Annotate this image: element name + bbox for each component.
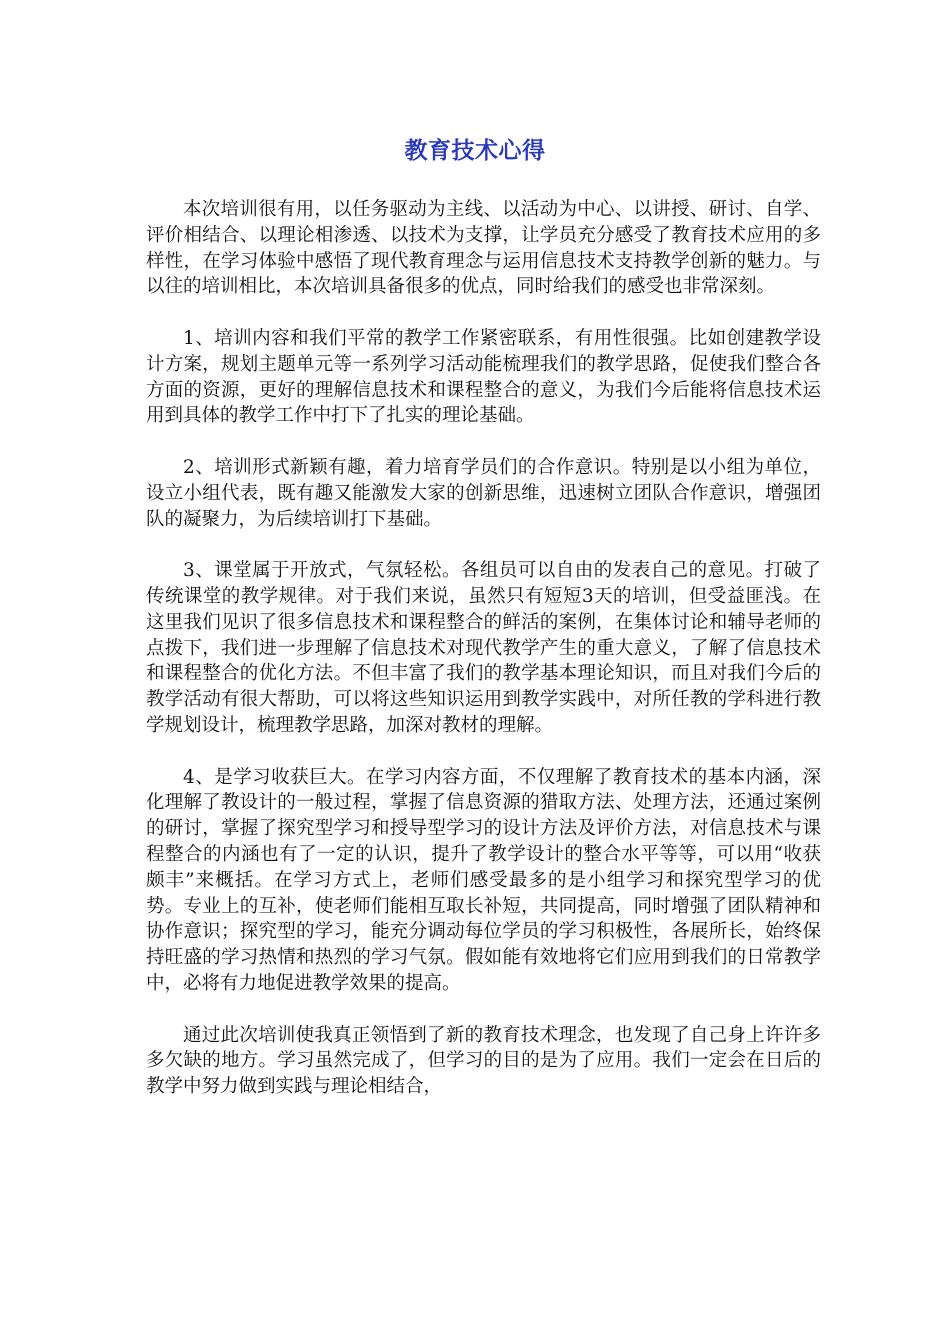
paragraph-conclusion: 通过此次培训使我真正领悟到了新的教育技术理念，也发现了自己身上许许多多欠缺的地方。学习虽然完成了，但学习的目的是为了应用。我们一定会在日后的教学中努力做到实践与理论相结合，	[146, 1024, 821, 1098]
document-body	[146, 197, 821, 1100]
document-title: 教育技术心得	[404, 138, 546, 164]
paragraph-intro: 本次培训很有用，以任务驱动为主线、以活动为中心、以讲授、研讨、自学、评价相结合、以理论相渗透、以技术为支撑，让学员充分感受了教育技术应用的多样性，在学习体验中感悟了现代教育理念与运用信息技术支持教学创新的魅力。与以往的培训相比，本次培训具备很多的优点，同时给我们的感受也非常深刻。	[146, 199, 821, 298]
paragraph-point-4: 4、是学习收获巨大。在学习内容方面，不仅理解了教育技术的基本内涵，深化理解了教设计的一般过程，掌握了信息资源的猎取方法、处理方法，还通过案例的研讨，掌握了探究型学习和授导型学习的设计方法及评价方法，对信息技术与课程整合的内涵也有了一定的认识，提升了教学设计的整合水平等等，可以用“收获颇丰”来概括。在学习方式上，老师们感受最多的是小组学习和探究型学习的优势。专业上的互补，使老师们能相互取长补短，共同提高，同时增强了团队精神和协作意识；探究型的学习，能充分调动每位学员的学习积极性，各展所长，始终保持旺盛的学习热情和热烈的学习气氛。假如能有效地将它们应用到我们的日常教学中，必将有力地促进教学效果的提高。	[146, 766, 821, 994]
paragraph-point-2: 2、培训形式新颖有趣，着力培育学员们的合作意识。特别是以小组为单位，设立小组代表，既有趣又能激发大家的创新思维，迅速树立团队合作意识，增强团队的凝聚力，为后续培训打下基础。	[146, 456, 821, 530]
paragraph-point-1: 1、培训内容和我们平常的教学工作紧密联系，有用性很强。比如创建教学设计方案，规划主题单元等一系列学习活动能梳理我们的教学思路，促使我们整合各方面的资源，更好的理解信息技术和课程整合的意义，为我们今后能将信息技术运用到具体的教学工作中打下了扎实的理论基础。	[146, 327, 821, 427]
paragraph-point-3: 3、课堂属于开放式，气氛轻松。各组员可以自由的发表自己的意见。打破了传统课堂的教学规律。对于我们来说，虽然只有短短3天的培训，但受益匪浅。在这里我们见识了很多信息技术和课程整合的鲜活的案例，在集体讨论和辅导老师的点拨下，我们进一步理解了信息技术对现代教学产生的重大意义，了解了信息技术和课程整合的优化方法。不但丰富了我们的教学基本理论知识，而且对我们今后的教学活动有很大帮助，可以将这些知识运用到教学实践中，对所任教的学科进行教学规划设计，梳理教学思路，加深对教材的理解。	[146, 560, 821, 736]
